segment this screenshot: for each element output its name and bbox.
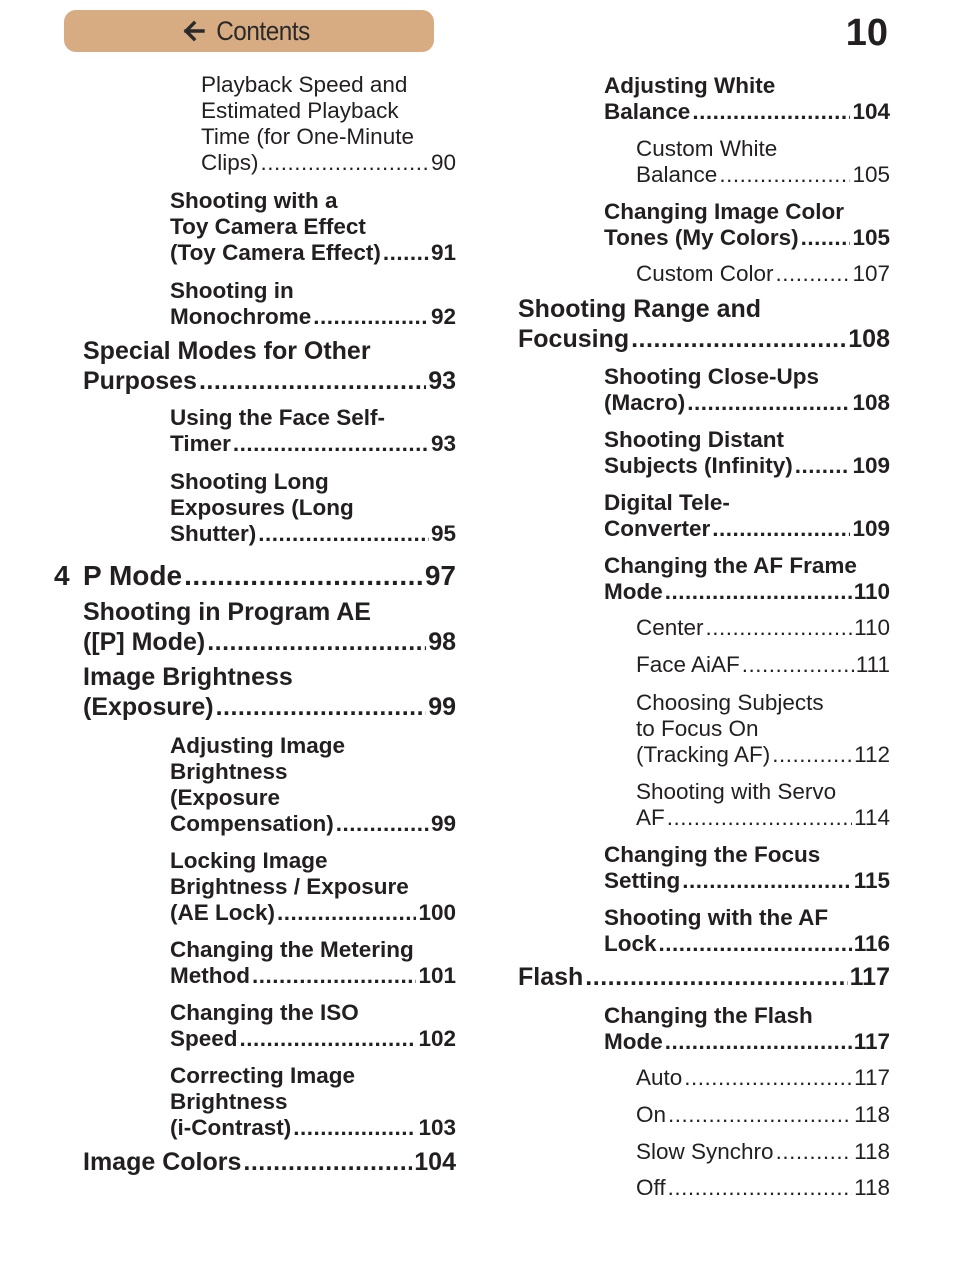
toc-entry-title: Changing the Flash (604, 1003, 813, 1028)
toc-entry-title: Shooting with the AF (604, 905, 829, 930)
toc-entry-line (604, 453, 890, 479)
toc-page-number: 91 (430, 240, 456, 265)
dot-leader (243, 1148, 412, 1178)
dot-leader (277, 900, 416, 926)
toc-entry-title: Correcting Image (170, 1063, 356, 1088)
dot-leader (682, 868, 851, 894)
toc-entry-title: Special Modes for Other (83, 337, 371, 365)
toc-entry[interactable] (170, 1063, 456, 1141)
toc-entry-line (604, 490, 890, 516)
toc-entry-line (83, 663, 456, 693)
toc-entry-line (201, 124, 456, 150)
toc-entry[interactable] (83, 337, 456, 396)
toc-entry-line (170, 188, 456, 214)
toc-page-number: 92 (430, 304, 456, 329)
toc-entry-title: Adjusting Image (170, 733, 346, 758)
toc-entry-title: Changing Image Color (604, 199, 845, 224)
toc-entry-title: Balance (636, 162, 718, 187)
toc-page-number: 90 (430, 150, 456, 175)
toc-page-number: 118 (854, 1175, 890, 1200)
toc-entry-title: Locking Image (170, 848, 328, 873)
toc-entry-line (83, 598, 456, 628)
toc-entry-line (170, 963, 456, 989)
toc-entry-title: Image Colors (83, 1148, 242, 1176)
toc-entry-title: Shooting in (170, 278, 294, 303)
toc-entry-line (604, 225, 890, 251)
toc-entry[interactable] (518, 963, 890, 993)
dot-leader (776, 1139, 853, 1165)
toc-page-number: 97 (424, 560, 456, 591)
toc-entry-title: Compensation) (170, 811, 334, 836)
toc-entry-line (201, 98, 456, 124)
toc-entry-title: Brightness (170, 1089, 288, 1114)
toc-entry[interactable] (83, 560, 456, 592)
toc-entry-line (604, 427, 890, 453)
toc-entry-line (604, 1003, 890, 1029)
toc-entry-title: to Focus On (636, 716, 759, 741)
toc-entry-title: Speed (170, 1026, 238, 1051)
toc-entry-line (604, 199, 890, 225)
toc-entry-title: Custom White (636, 136, 778, 161)
toc-entry[interactable] (604, 842, 890, 894)
dot-leader (336, 811, 429, 837)
toc-entry-title: Auto (636, 1065, 683, 1090)
toc-entry-title: Playback Speed and (201, 72, 408, 97)
toc-entry-title: Mode (604, 1029, 663, 1054)
dot-leader (216, 693, 427, 723)
dot-leader (719, 162, 850, 188)
dot-leader (199, 367, 426, 397)
toc-entry-line (170, 495, 456, 521)
toc-entry-line (170, 937, 456, 963)
toc-entry-line (83, 367, 456, 397)
dot-leader (184, 560, 423, 592)
toc-entry-title: Shooting Close-Ups (604, 364, 819, 389)
toc-entry-line (170, 521, 456, 547)
toc-page-number: 98 (428, 627, 456, 656)
toc-entry-title: Changing the Metering (170, 937, 414, 962)
dot-leader (207, 628, 426, 658)
dot-leader (687, 390, 850, 416)
toc-entry-line (636, 1102, 890, 1128)
dot-leader (742, 652, 854, 678)
toc-entry-line (604, 931, 890, 957)
toc-entry-line (604, 553, 890, 579)
toc-entry-title: Off (636, 1175, 666, 1200)
toc-entry-title: Time (for One-Minute (201, 124, 414, 149)
toc-entry-title: Shooting Range and (518, 295, 762, 323)
toc-entry-title: Choosing Subjects (636, 690, 824, 715)
toc-entry-title: AF (636, 805, 665, 830)
toc-entry-title: Subjects (Infinity) (604, 453, 793, 478)
toc-entry-title: Mode (604, 579, 663, 604)
toc-entry-title: Changing the ISO (170, 1000, 359, 1025)
dot-leader (313, 304, 429, 330)
toc-entry-line (170, 240, 456, 266)
toc-entry-title: Purposes (83, 366, 197, 395)
toc-page-number: 99 (430, 811, 456, 836)
toc-entry-line (170, 304, 456, 330)
toc-entry-title: Method (170, 963, 250, 988)
toc-page-number: 111 (855, 652, 890, 677)
toc-entry-line (170, 1000, 456, 1026)
toc-entry[interactable] (83, 598, 456, 657)
dot-leader (383, 240, 429, 266)
toc-entry[interactable] (604, 553, 890, 605)
toc-entry-line (170, 278, 456, 304)
toc-entry-title: (Exposure) (83, 692, 214, 721)
dot-leader (776, 261, 851, 287)
toc-page-number: 107 (852, 261, 890, 286)
toc-entry-title: P Mode (83, 560, 183, 591)
toc-entry[interactable] (604, 905, 890, 957)
toc-entry-title: Converter (604, 516, 711, 541)
toc-entry[interactable] (636, 615, 890, 641)
toc-entry[interactable] (636, 1065, 890, 1091)
toc-entry[interactable] (518, 295, 890, 354)
chapter-number: 4 (54, 560, 70, 591)
toc-entry-title: Using the Face Self- (170, 405, 386, 430)
toc-entry-line (604, 364, 890, 390)
toc-page-number: 108 (852, 390, 890, 415)
toc-entry-line (636, 136, 890, 162)
toc-entry[interactable] (636, 1175, 890, 1201)
toc-page-number: 118 (854, 1139, 890, 1164)
dot-leader (712, 516, 850, 542)
toc-entry-title: (AE Lock) (170, 900, 276, 925)
toc-entry-title: Changing the Focus (604, 842, 821, 867)
toc-page-number: 105 (852, 225, 890, 250)
toc-entry-title: Shooting Long (170, 469, 329, 494)
toc-entry[interactable] (170, 405, 456, 457)
dot-leader (801, 225, 851, 251)
page-number: 10 (845, 12, 888, 54)
dot-leader (240, 1026, 417, 1052)
toc-entry-line (604, 842, 890, 868)
toc-entry-line (170, 733, 456, 759)
toc-entry[interactable] (170, 469, 456, 547)
toc-page-number: 100 (418, 900, 456, 925)
toc-entry[interactable] (604, 490, 890, 542)
toc-entry[interactable] (83, 1148, 456, 1178)
dot-leader (631, 325, 846, 355)
toc-entry-line (170, 214, 456, 240)
toc-entry-line (170, 469, 456, 495)
toc-entry-title: On (636, 1102, 667, 1127)
toc-entry-title: Face AiAF (636, 652, 740, 677)
toc-page-number: 109 (852, 453, 890, 478)
toc-entry[interactable] (636, 261, 890, 287)
toc-entry-line (604, 516, 890, 542)
dot-leader (665, 579, 852, 605)
toc-page-number: 109 (852, 516, 890, 541)
toc-page-number: 114 (854, 805, 890, 830)
dot-leader (233, 431, 429, 457)
dot-leader (772, 742, 852, 768)
toc-entry[interactable] (636, 779, 890, 831)
toc-entry[interactable] (604, 73, 890, 125)
toc-entry[interactable] (636, 690, 890, 768)
toc-entry-line (170, 1115, 456, 1141)
toc-entry[interactable] (604, 199, 890, 251)
toc-entry-title: Brightness / Exposure (170, 874, 409, 899)
toc-page-number: 104 (414, 1148, 456, 1176)
dot-leader (692, 99, 850, 125)
dot-leader (668, 1175, 853, 1201)
toc-entry[interactable] (201, 72, 456, 176)
toc-entry-line (636, 1175, 890, 1201)
toc-entry-line (604, 868, 890, 894)
toc-entry-line (170, 785, 456, 811)
toc-entry-title: Center (636, 615, 704, 640)
dot-leader (684, 1065, 852, 1091)
toc-entry-title: Shooting in Program AE (83, 598, 371, 626)
toc-entry-line (170, 874, 456, 900)
toc-entry-line (83, 693, 456, 723)
toc-entry-title: Estimated Playback (201, 98, 399, 123)
toc-entry-title: Setting (604, 868, 681, 893)
toc-page-number: 108 (848, 324, 890, 353)
toc-entry-line (170, 1026, 456, 1052)
toc-entry-line (83, 1148, 456, 1178)
toc-page-number: 115 (853, 868, 890, 893)
toc-entry-line (518, 295, 890, 325)
toc-entry-line (518, 963, 890, 993)
toc-entry-line (170, 1089, 456, 1115)
toc-entry-title: (Tracking AF) (636, 742, 771, 767)
toc-entry-line (604, 905, 890, 931)
toc-entry-title: Toy Camera Effect (170, 214, 366, 239)
toc-entry-line (636, 1139, 890, 1165)
toc-entry-title: Focusing (518, 324, 630, 353)
toc-page-number: 118 (854, 1102, 890, 1127)
toc-entry-title: Lock (604, 931, 657, 956)
toc-entry-line (636, 652, 890, 678)
toc-entry[interactable] (170, 188, 456, 266)
toc-entry-title: Exposures (Long (170, 495, 354, 520)
toc-entry-title: Slow Synchro (636, 1139, 774, 1164)
toc-entry-title: Shooting with a (170, 188, 338, 213)
toc-page-number: 95 (430, 521, 456, 546)
toc-entry[interactable] (170, 278, 456, 330)
toc-entry-line (170, 405, 456, 431)
toc-entry-line (636, 779, 890, 805)
dot-leader (252, 963, 416, 989)
toc-entry[interactable] (170, 733, 456, 837)
toc-entry-line (83, 560, 456, 592)
toc-entry[interactable] (170, 848, 456, 926)
toc-entry-line (518, 325, 890, 355)
contents-button[interactable] (64, 10, 434, 52)
toc-page-number: 103 (418, 1115, 456, 1140)
toc-entry[interactable] (604, 364, 890, 416)
toc-entry-title: Image Brightness (83, 663, 293, 691)
toc-page-number: 101 (418, 963, 456, 988)
toc-entry-line (636, 162, 890, 188)
toc-entry-line (201, 150, 456, 176)
contents-label: Contents (216, 15, 310, 46)
toc-entry-title: Custom Color (636, 261, 774, 286)
toc-entry-title: Changing the AF Frame (604, 553, 857, 578)
toc-entry-line (604, 99, 890, 125)
toc-entry-title: Adjusting White (604, 73, 776, 98)
dot-leader (261, 150, 429, 176)
toc-page-number: 117 (849, 963, 890, 991)
toc-page-number: 110 (853, 579, 890, 604)
dot-leader (659, 931, 852, 957)
toc-entry[interactable] (83, 663, 456, 722)
toc-page-number: 116 (853, 931, 890, 956)
toc-entry-title: Tones (My Colors) (604, 225, 799, 250)
toc-page-number: 110 (854, 615, 890, 640)
dot-leader (706, 615, 853, 641)
toc-entry[interactable] (636, 652, 890, 678)
dot-leader (667, 805, 852, 831)
toc-entry-line (636, 805, 890, 831)
toc-entry[interactable] (636, 136, 890, 188)
toc-entry-line (636, 716, 890, 742)
toc-entry-line (604, 579, 890, 605)
dot-leader (668, 1102, 852, 1128)
toc-entry-line (636, 1065, 890, 1091)
toc-entry-title: Balance (604, 99, 691, 124)
toc-entry-title: Shooting Distant (604, 427, 784, 452)
toc-page-number: 99 (428, 692, 456, 721)
toc-entry-line (170, 431, 456, 457)
toc-entry-line (604, 390, 890, 416)
toc-entry-line (170, 900, 456, 926)
toc-entry-line (636, 261, 890, 287)
toc-entry-title: Brightness (170, 759, 288, 784)
toc-entry[interactable] (604, 1003, 890, 1055)
toc-entry-title: Monochrome (170, 304, 312, 329)
toc-page-number: 117 (853, 1029, 890, 1054)
toc-entry-title: (Exposure (170, 785, 281, 810)
toc-entry[interactable] (604, 427, 890, 479)
toc-entry[interactable] (636, 1139, 890, 1165)
toc-page-number: 117 (854, 1065, 890, 1090)
dot-leader (258, 521, 429, 547)
toc-page-number: 105 (852, 162, 890, 187)
dot-leader (585, 963, 847, 993)
toc-entry-line (604, 73, 890, 99)
toc-entry-line (170, 759, 456, 785)
toc-entry-line (170, 811, 456, 837)
toc-entry-title: (Toy Camera Effect) (170, 240, 381, 265)
toc-entry-title: ([P] Mode) (83, 627, 206, 656)
toc-entry-title: Clips) (201, 150, 259, 175)
toc-page-number: 93 (430, 431, 456, 456)
toc-entry[interactable] (636, 1102, 890, 1128)
toc-entry-title: Shooting with Servo (636, 779, 837, 804)
toc-page-number: 102 (418, 1026, 456, 1051)
toc-entry-title: Shutter) (170, 521, 257, 546)
toc-entry-line (170, 1063, 456, 1089)
toc-entry-title: Timer (170, 431, 231, 456)
toc-page-number: 93 (428, 366, 456, 395)
arrow-left-icon (183, 20, 205, 42)
toc-entry-title: Flash (518, 963, 584, 991)
toc-entry[interactable] (170, 937, 456, 989)
toc-entry-line (83, 337, 456, 367)
toc-entry-line (636, 615, 890, 641)
toc-entry-line (170, 848, 456, 874)
toc-entry-title: (Macro) (604, 390, 686, 415)
dot-leader (665, 1029, 852, 1055)
toc-entry[interactable] (170, 1000, 456, 1052)
toc-entry-line (636, 690, 890, 716)
toc-entry-line (604, 1029, 890, 1055)
toc-entry-line (636, 742, 890, 768)
toc-entry-line (83, 628, 456, 658)
toc-entry-title: Digital Tele- (604, 490, 730, 515)
toc-page-number: 104 (852, 99, 890, 124)
toc-entry-title: (i-Contrast) (170, 1115, 292, 1140)
dot-leader (795, 453, 851, 479)
toc-entry-line (201, 72, 456, 98)
toc-page-number: 112 (854, 742, 890, 767)
dot-leader (293, 1115, 416, 1141)
